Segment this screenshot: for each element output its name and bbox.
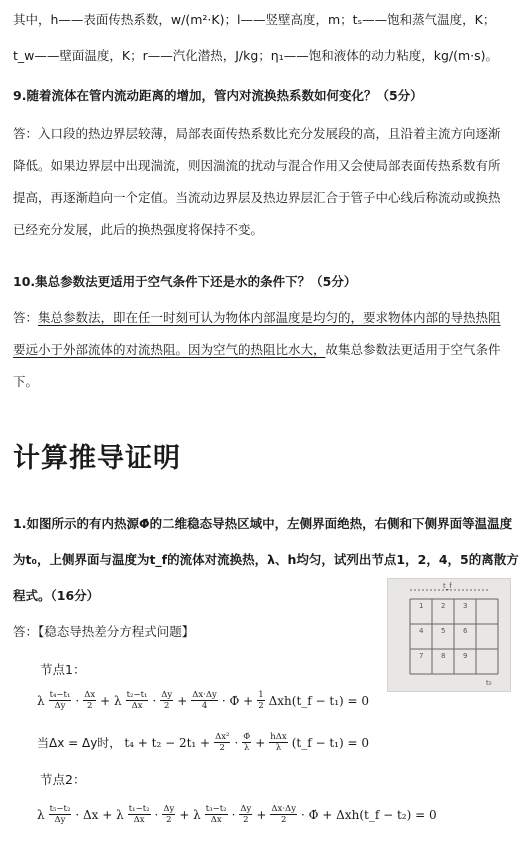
node-label: 5	[441, 627, 446, 635]
answer-line: 提高，再逐渐趋向一个定值。当流动边界层及热边界层汇合于管子中心线后称流动或换热	[13, 190, 501, 205]
node-2-equation: λ t₅−t₂ Δy · Δx + λ t₁−t₂ Δx · Δy 2 + λ t₃−t₂ Δx · Δy 2 + $\frac{\Delta x\cdot\Delta y}{2}$ · Φ̇ + Δxh(t_f − t₂) = 0	[37, 804, 437, 825]
answer-line: 下。	[13, 374, 39, 389]
condition-prefix: 当Δx = Δy时，	[37, 736, 122, 750]
answer-prefix: 答：	[13, 310, 39, 325]
problem-line: 程式。（16分）	[13, 588, 100, 603]
node-label: 2	[441, 602, 446, 610]
definition-line-2: t_w——壁面温度，K；r——汽化潜热，J/kg；η₁——饱和液体的动力粘度，kg/(m·s)。	[13, 48, 499, 63]
question-10-answer	[13, 302, 521, 398]
node-label: 7	[419, 652, 424, 660]
answer-line	[13, 302, 521, 334]
underlined-text: 要远小于外部流体的对流热阻。	[13, 342, 189, 357]
underlined-text: 集总参数法，即在任一时刻可认为物体内部温度是均匀的，要求物体内部的导热热阻	[38, 310, 501, 325]
grid-diagram	[388, 579, 510, 691]
answer-line: 降低。如果边界层中出现湍流，则因湍流的扰动与混合作用又会使局部表面传热系数有所	[13, 158, 501, 173]
wall-temperature-label: t₀	[486, 679, 492, 687]
node-grid-figure	[387, 578, 511, 692]
node-label: 4	[419, 627, 424, 635]
fluid-temperature-label: t_f	[443, 582, 452, 590]
answer-line	[13, 334, 521, 366]
question-9-title: 9.随着流体在管内流动距离的增加，管内对流换热系数如何变化？（5分）	[13, 88, 423, 103]
node-1-label: 节点1：	[40, 662, 86, 677]
node-label: 1	[419, 602, 424, 610]
answer-line: 答：入口段的热边界层较薄，局部表面传热系数比充分发展段的高，且沿着主流方向逐渐	[13, 126, 501, 141]
answer-label: 答：【稳态导热差分方程式问题】	[13, 624, 195, 639]
question-9-answer	[13, 118, 521, 246]
node-label: 6	[463, 627, 468, 635]
section-title: 计算推导证明	[13, 443, 181, 474]
node-label: 9	[463, 652, 468, 660]
problem-line: 为t₀，上侧界面与温度为t_f的流体对流换热，λ、h均匀，试列出节点1，2，4，5的离散方	[13, 552, 519, 567]
node-label: 8	[441, 652, 446, 660]
node-2-label: 节点2：	[40, 772, 86, 787]
question-10-title: 10.集总参数法更适用于空气条件下还是水的条件下？（5分）	[13, 274, 357, 289]
answer-line: 已经充分发展，此后的换热强度将保持不变。	[13, 222, 264, 237]
node-1-simplified-equation: 当Δx = Δy时， t₄ + t₂ − 2t₁ + $\frac{\text{Δx²}}{2}$ · Φ̇ λ + hΔx λ (t_f − t₁) = 0	[37, 732, 369, 753]
underlined-text: 因为空气的热阻比水大，	[188, 342, 326, 357]
node-label: 3	[463, 602, 468, 610]
definition-line-1: 其中，h——表面传热系数，w/(m²·K)；l——竖壁高度，m；tₛ——饱和蒸气温度，K；	[13, 12, 496, 27]
problem-line: 1.如图所示的有内热源Φ̇的二维稳态导热区域中，左侧界面绝热，右侧和下侧界面等温温度	[13, 516, 513, 531]
answer-text: 故集总参数法更适用于空气条件	[325, 342, 501, 357]
node-1-equation: λ t₄−t₁ Δy · Δx 2 + λ t₂−t₁ Δx · Δy 2 + $\frac{\Delta x\cdot\Delta y}{4}$ · Φ̇ + $\frac{1}{2}$ Δxh(t_f − t₁) = 0	[37, 690, 370, 711]
